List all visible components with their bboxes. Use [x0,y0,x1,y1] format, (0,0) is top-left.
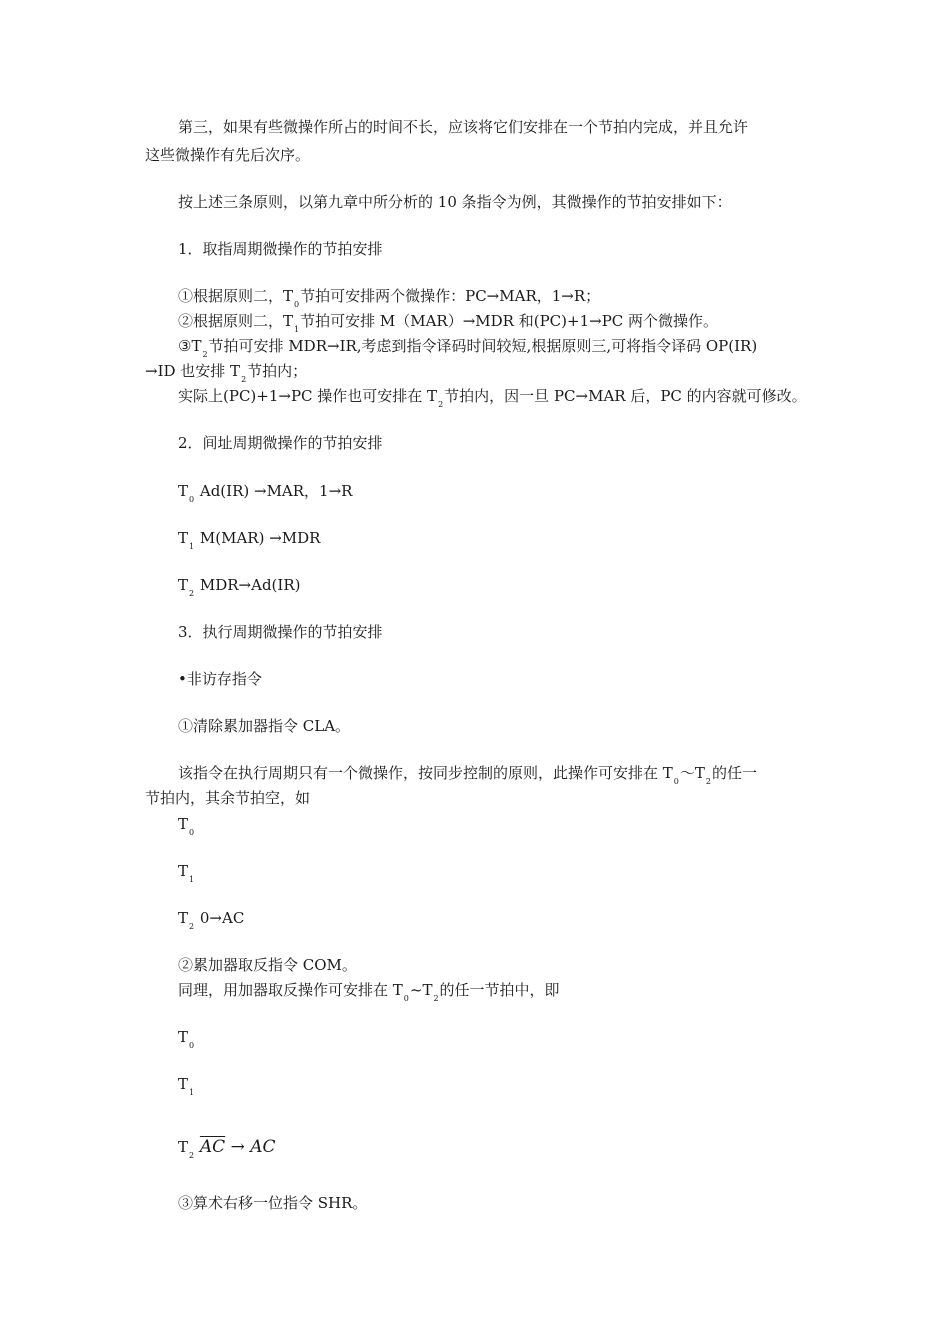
cla-desc: 该指令在执行周期只有一个微操作，按同步控制的原则，此操作可安排在 $T_0\sim T_2$的任一 [178,764,757,786]
com-t1: $T_1$ [178,1075,195,1097]
cla-desc-cont: 节拍内，其余节拍空，如 [145,789,311,807]
shr-heading: ③算术右移一位指令 SHR。 [178,1194,368,1212]
bullet-non-memory: •非访存指令 [178,670,262,688]
fetch-item-2: ②根据原则二，$T_1$节拍可安排 M（MAR）→MDR 和(PC)+1→PC 两个微操作。 [178,312,719,334]
paragraph-principle-3: 第三，如果有些微操作所占的时间不长，应该将它们安排在一个节拍内完成，并且允许 [178,118,749,136]
cla-t2: $T_2$ 0→AC [178,909,245,931]
indirect-t1: $T_1$ M(MAR) →MDR [178,529,321,551]
section-heading-fetch: 1．取指周期微操作的节拍安排 [178,240,383,258]
paragraph-intro: 按上述三条原则，以第九章中所分析的 10 条指令为例，其微操作的节拍安排如下： [178,193,732,211]
paragraph-principle-3-cont: 这些微操作有先后次序。 [145,146,311,164]
cla-t0: $T_0$ [178,815,195,837]
cla-t1: $T_1$ [178,862,195,884]
indirect-t2: $T_2$ MDR→Ad(IR) [178,576,301,598]
fetch-item-3: $③T_2$节拍可安排 MDR→IR,考虑到指令译码时间较短,根据原则三,可将指令译码 OP(IR) [178,337,758,359]
com-t0: $T_0$ [178,1028,195,1050]
fetch-item-1: ①根据原则二，$T_0$节拍可安排两个微操作：PC→MAR，1→R； [178,287,601,309]
cla-heading: ①清除累加器指令 CLA。 [178,717,351,735]
indirect-t0: $T_0$ Ad(IR) →MAR，1→R [178,482,353,504]
section-heading-execute: 3．执行周期微操作的节拍安排 [178,623,383,641]
com-formula: $\overline{AC}$ → AC [199,1137,276,1157]
com-desc: 同理，用加器取反操作可安排在 $T_0\sim T_2$的任一节拍中，即 [178,981,560,1003]
fetch-item-3-cont: →ID 也安排 $T_2$节拍内； [145,362,308,384]
com-t2: $T_2$ $\overline{AC}$ → AC [178,1137,276,1160]
com-heading: ②累加器取反指令 COM。 [178,956,357,974]
section-heading-indirect: 2．间址周期微操作的节拍安排 [178,434,383,452]
fetch-note: 实际上(PC)+1→PC 操作也可安排在 $T_2$节拍内，因一旦 PC→MAR 后，PC 的内容就可修改。 [178,387,807,409]
